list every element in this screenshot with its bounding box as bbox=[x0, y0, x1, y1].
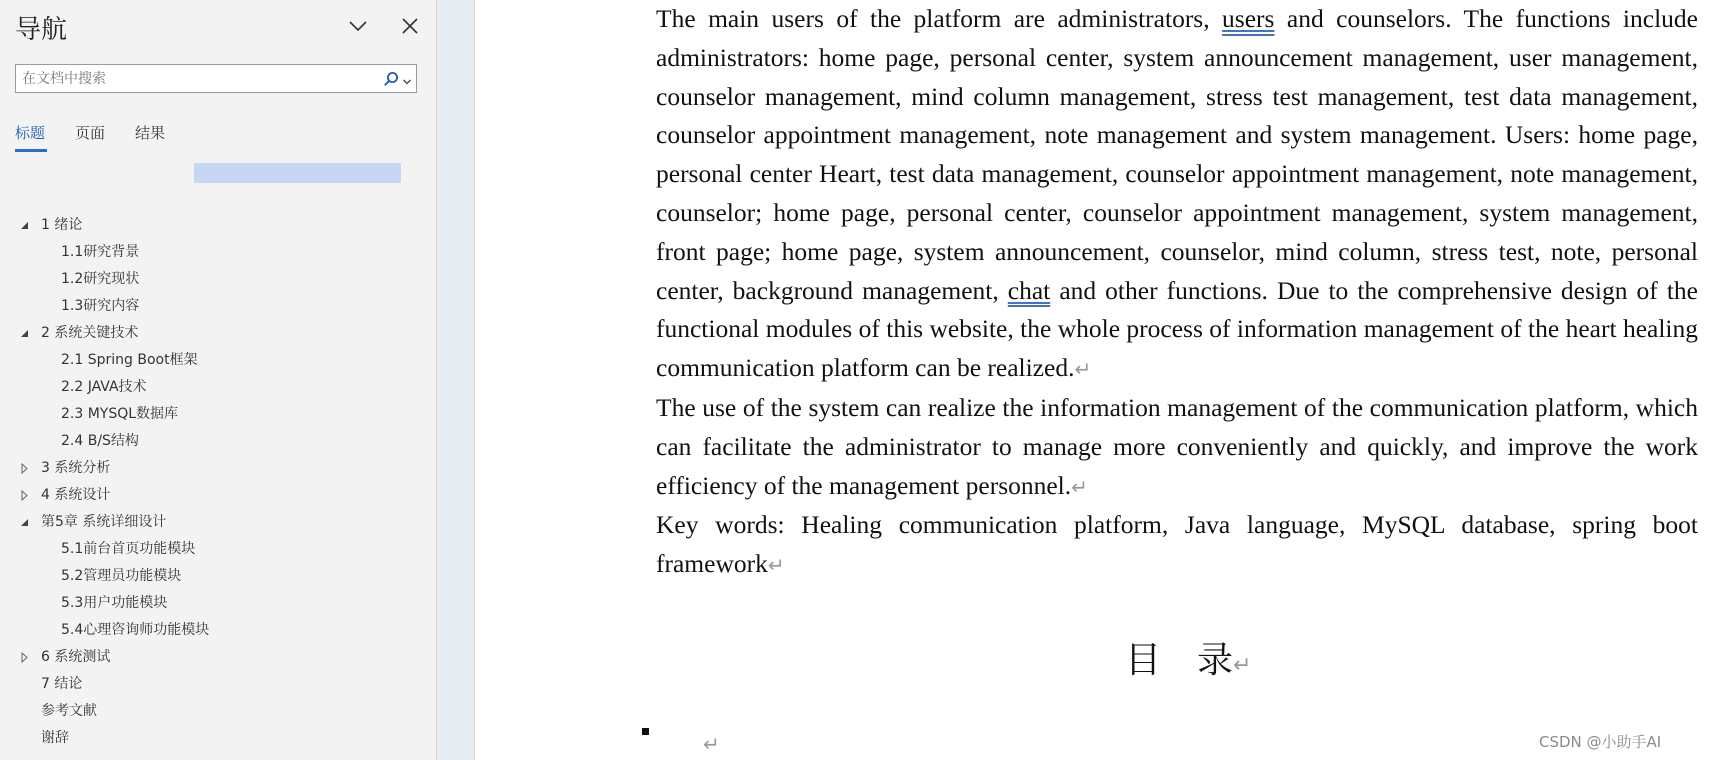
close-icon[interactable] bbox=[398, 14, 422, 38]
outline-item[interactable] bbox=[0, 401, 436, 428]
outline-item[interactable] bbox=[0, 212, 436, 239]
tab-pages[interactable]: 页面 bbox=[75, 124, 106, 142]
navigation-pane bbox=[0, 0, 437, 760]
paragraph-mark: ↵ bbox=[1233, 653, 1252, 678]
outline-item-label: 5.3用户功能模块 bbox=[61, 595, 168, 611]
outline-item[interactable] bbox=[0, 509, 436, 536]
search-box[interactable] bbox=[15, 64, 417, 93]
outline-item[interactable] bbox=[0, 428, 436, 455]
paragraph-mark: ↵ bbox=[703, 732, 720, 756]
text-run: The main users of the platform are administrators, bbox=[656, 4, 1223, 33]
paragraph-mark: ↵ bbox=[1071, 474, 1088, 499]
expand-triangle-icon[interactable] bbox=[19, 455, 31, 481]
outline-item-label: 2.3 MYSQL数据库 bbox=[61, 406, 179, 422]
outline-item-label: 7 结论 bbox=[41, 676, 83, 692]
outline-item[interactable] bbox=[0, 482, 436, 509]
expand-triangle-icon[interactable] bbox=[19, 482, 31, 508]
outline-item[interactable] bbox=[0, 563, 436, 590]
outline-item[interactable] bbox=[0, 374, 436, 401]
paragraph-mark: ↵ bbox=[767, 553, 785, 578]
outline-item[interactable] bbox=[0, 590, 436, 617]
outline-item-label: 1.2研究现状 bbox=[61, 271, 140, 287]
text-run: and other functions. Due to the comprehensive design of the functional modules of this website, the whole process of information management of the heart healing communication platform can be realized. bbox=[656, 275, 1698, 383]
outline-item-label: 1.3研究内容 bbox=[61, 298, 140, 314]
outline-item[interactable] bbox=[0, 266, 436, 293]
outline-item-label: 5.4心理咨询师功能模块 bbox=[61, 622, 210, 638]
outline-item[interactable] bbox=[0, 644, 436, 671]
outline-item[interactable] bbox=[0, 239, 436, 266]
collapse-triangle-icon[interactable] bbox=[19, 320, 31, 346]
navigation-title: 导航 bbox=[15, 15, 68, 45]
outline-item[interactable] bbox=[0, 320, 436, 347]
outline-item-label: 参考文献 bbox=[41, 703, 97, 719]
search-options-chevron-icon[interactable] bbox=[402, 73, 412, 85]
list-bullet-marker bbox=[642, 728, 649, 735]
outline-item[interactable] bbox=[0, 698, 436, 725]
outline-item-label: 5.1前台首页功能模块 bbox=[61, 541, 196, 557]
document-page[interactable] bbox=[475, 0, 1731, 760]
watermark: CSDN @小助手AI bbox=[1539, 733, 1662, 751]
outline-item[interactable] bbox=[0, 617, 436, 644]
outline-item[interactable] bbox=[0, 671, 436, 698]
outline-item[interactable] bbox=[0, 293, 436, 320]
flagged-word-users[interactable]: users bbox=[1222, 4, 1275, 33]
outline-item[interactable] bbox=[0, 725, 436, 752]
abstract-paragraph-2 bbox=[656, 389, 1698, 506]
abstract-paragraph-1 bbox=[656, 0, 1698, 389]
outline-item-label: 谢辞 bbox=[41, 730, 69, 746]
collapse-triangle-icon[interactable] bbox=[19, 212, 31, 238]
document-body[interactable] bbox=[656, 0, 1698, 585]
outline-item[interactable] bbox=[0, 536, 436, 563]
flagged-word-chat[interactable]: chat bbox=[1007, 275, 1051, 305]
outline-item-label: 1.1研究背景 bbox=[61, 244, 140, 260]
outline-item-label: 3 系统分析 bbox=[41, 460, 111, 476]
outline-item-label: 4 系统设计 bbox=[41, 487, 111, 503]
text-run: The use of the system can realize the information management of the communication platform, which can facilitate the administrator to manage more conveniently and quickly, and improve the work efficiency of the management personnel. bbox=[656, 392, 1698, 500]
chevron-down-icon[interactable] bbox=[346, 14, 370, 38]
outline-item-label: 6 系统测试 bbox=[41, 649, 111, 665]
outline-item-label: 5.2管理员功能模块 bbox=[61, 568, 182, 584]
outline-item-label: 2.2 JAVA技术 bbox=[61, 379, 147, 395]
tab-results[interactable]: 结果 bbox=[135, 124, 166, 142]
toc-heading-text: 目 录 bbox=[1125, 640, 1234, 681]
search-input[interactable] bbox=[22, 67, 382, 90]
outline-item-label: 第5章 系统详细设计 bbox=[41, 514, 167, 530]
search-icon[interactable] bbox=[383, 71, 399, 87]
outline-item-label: 2.4 B/S结构 bbox=[61, 433, 139, 449]
keywords-paragraph bbox=[656, 506, 1698, 585]
outline-item-label: 2 系统关键技术 bbox=[41, 325, 139, 341]
toc-heading bbox=[1125, 632, 1251, 683]
selected-heading-highlight bbox=[194, 163, 401, 183]
heading-outline bbox=[0, 212, 436, 752]
text-run: Key words: Healing communication platform, Java language, MySQL database, spring boot framework bbox=[656, 510, 1698, 579]
outline-item[interactable] bbox=[0, 347, 436, 374]
active-tab-underline bbox=[15, 149, 47, 152]
page-gutter bbox=[437, 0, 475, 760]
paragraph-mark: ↵ bbox=[1074, 357, 1092, 382]
outline-item-label: 2.1 Spring Boot框架 bbox=[61, 352, 198, 368]
tab-headings[interactable]: 标题 bbox=[15, 124, 46, 142]
outline-item[interactable] bbox=[0, 455, 436, 482]
collapse-triangle-icon[interactable] bbox=[19, 509, 31, 535]
text-run: and counselors. The functions include administrators: home page, personal center, system announcement management, user management, counselor management, mind column management, stress test management, test data management, counselor appointment management, note management and system management. Users: home page, personal center Heart, test data management, counselor appointment management, note management, counselor; home page, personal center, counselor appointment management, system management, front page; home page, system announcement, counselor, mind column, stress test, note, personal center, background management, bbox=[656, 4, 1698, 305]
outline-item-label: 1 绪论 bbox=[41, 217, 83, 233]
expand-triangle-icon[interactable] bbox=[19, 644, 31, 670]
